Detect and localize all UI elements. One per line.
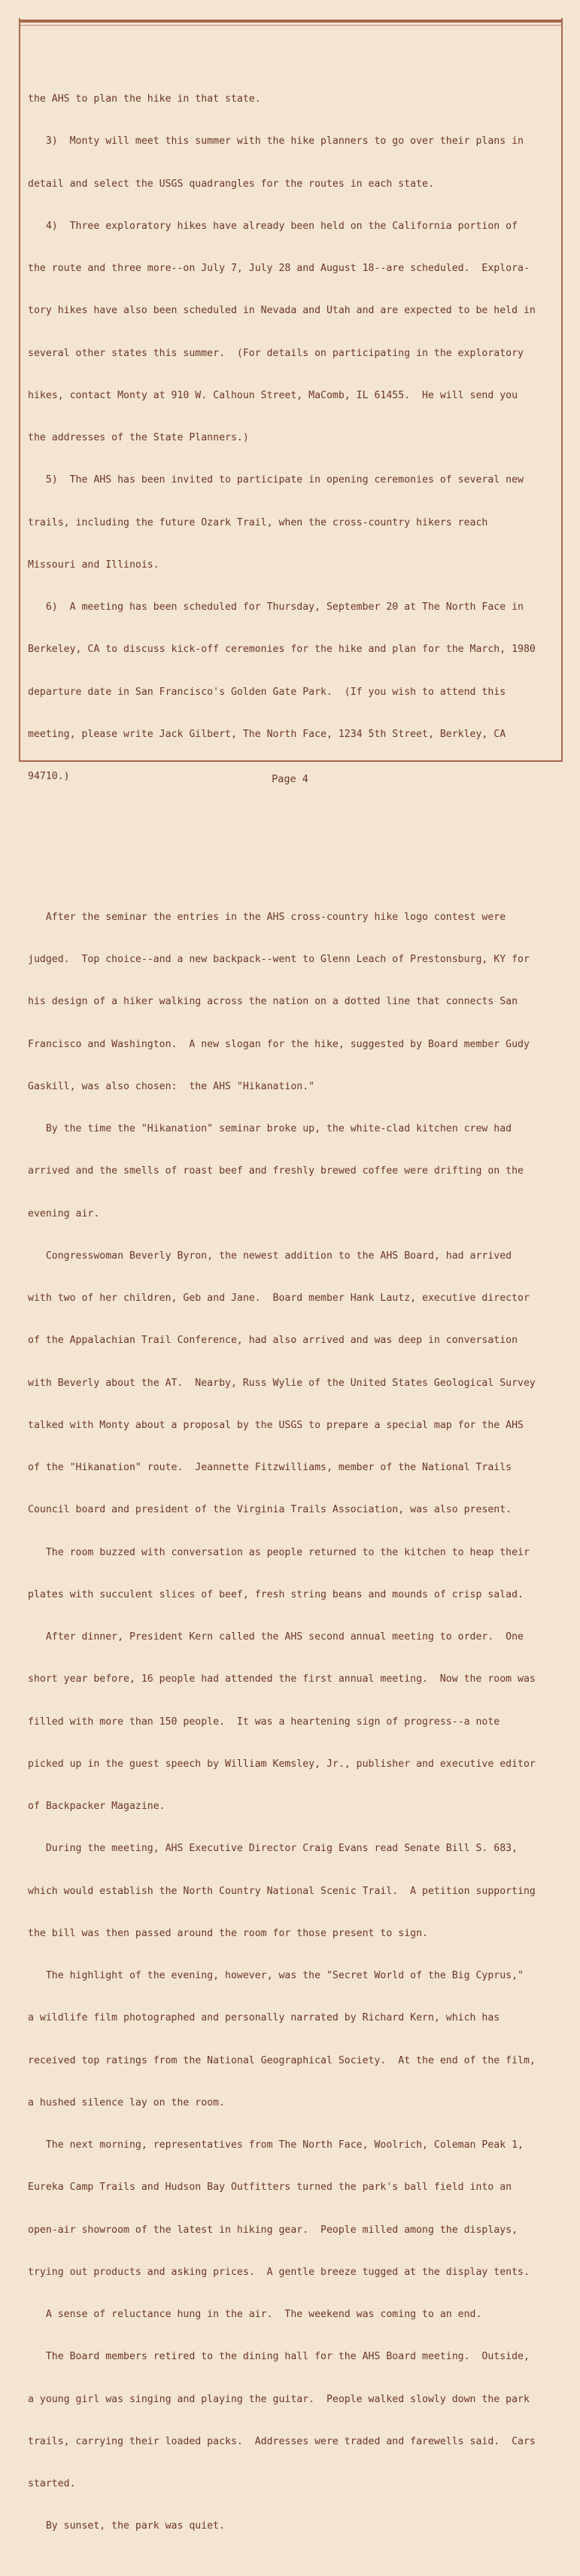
text-line: 5) The AHS has been invited to participate in opening ceremonies of several new — [28, 474, 524, 486]
text-line: By the time the "Hikanation" seminar broke up, the white-clad kitchen crew had — [28, 1123, 512, 1134]
text-line: The highlight of the evening, however, was the "Secret World of the Big Cyprus," — [28, 1970, 524, 1981]
text-line: tory hikes have also been scheduled in Nevada and Utah and are expected to be held in — [28, 305, 536, 317]
text-line: The room buzzed with conversation as people returned to the kitchen to heap their — [28, 1546, 530, 1558]
text-line: Berkeley, CA to discuss kick-off ceremonies for the hike and plan for the March, 1980 — [28, 644, 536, 656]
page-number: Page 4 — [272, 773, 308, 785]
text-line: By sunset, the park was quiet. — [28, 2520, 226, 2532]
text-line: After the seminar the entries in the AHS cross-country hike logo contest were — [28, 911, 506, 923]
text-line: 4) Three exploratory hikes have already been held on the California portion of — [28, 220, 518, 232]
text-line: detail and select the USGS quadrangles for the routes in each state. — [28, 178, 434, 190]
article-body — [28, 36, 559, 2576]
text-line: Gaskill, was also chosen: the AHS "Hikanation." — [28, 1080, 315, 1092]
article-block-1 — [28, 65, 559, 813]
text-line: received top ratings from the National Geographical Society. At the end of the film, — [28, 2054, 536, 2066]
text-line: the AHS to plan the hike in that state. — [28, 93, 261, 105]
text-line: the route and three more--on July 7, July 28 and August 18--are scheduled. Explora- — [28, 263, 530, 274]
text-line: picked up in the guest speech by William Kemsley, Jr., publisher and executive editor — [28, 1758, 536, 1770]
text-line: evening air. — [28, 1207, 100, 1219]
text-line: During the meeting, AHS Executive Director Craig Evans read Senate Bill S. 683, — [28, 1843, 518, 1855]
text-line: The next morning, representatives from The North Face, Woolrich, Coleman Peak 1, — [28, 2139, 524, 2151]
text-line: Eureka Camp Trails and Hudson Bay Outfitters turned the park's ball field into an — [28, 2182, 512, 2194]
text-line: judged. Top choice--and a new backpack--went to Glenn Leach of Prestonsburg, KY for — [28, 954, 530, 965]
text-line: open-air showroom of the latest in hiking gear. People milled among the displays, — [28, 2224, 518, 2236]
text-line: After dinner, President Kern called the AHS second annual meeting to order. One — [28, 1631, 524, 1643]
paragraph-gap — [28, 841, 559, 854]
text-line: the bill was then passed around the room for those present to sign. — [28, 1927, 428, 1939]
text-line: a wildlife film photographed and personally narrated by Richard Kern, which has — [28, 2012, 500, 2024]
text-line: his design of a hiker walking across the nation on a dotted line that connects San — [28, 996, 518, 1008]
text-line: Francisco and Washington. A new slogan for the hike, suggested by Board member Gudy — [28, 1038, 530, 1050]
text-line: The Board members retired to the dining hall for the AHS Board meeting. Outside, — [28, 2351, 530, 2363]
text-line: Council board and president of the Virginia Trails Association, was also present. — [28, 1504, 512, 1516]
text-line: A sense of reluctance hung in the air. The weekend was coming to an end. — [28, 2309, 482, 2320]
text-line: arrived and the smells of roast beef and freshly brewed coffee were drifting on the — [28, 1165, 524, 1177]
text-line: 94710.) — [28, 771, 70, 782]
text-line: talked with Monty about a proposal by the USGS to prepare a special map for the AHS — [28, 1419, 524, 1431]
article-block-2 — [28, 882, 559, 2562]
text-line: meeting, please write Jack Gilbert, The North Face, 1234 5th Street, Berkley, CA — [28, 728, 506, 740]
text-line: trying out products and asking prices. A gentle breeze tugged at the display tents. — [28, 2266, 530, 2278]
text-line: started. — [28, 2478, 76, 2489]
text-line: Missouri and Illinois. — [28, 559, 159, 571]
text-line: filled with more than 150 people. It was a heartening sign of progress--a note — [28, 1716, 500, 1728]
text-line: 3) Monty will meet this summer with the hike planners to go over their plans in — [28, 135, 524, 148]
text-line: of Backpacker Magazine. — [28, 1801, 165, 1812]
text-line: plates with succulent slices of beef, fresh string beans and mounds of crisp salad. — [28, 1588, 524, 1600]
text-line: trails, carrying their loaded packs. Addresses were traded and farewells said. Cars — [28, 2435, 536, 2447]
text-line: several other states this summer. (For details on participating in the exploratory — [28, 347, 524, 359]
text-line: short year before, 16 people had attended the first annual meeting. Now the room was — [28, 1673, 536, 1685]
text-line: 6) A meeting has been scheduled for Thursday, September 20 at The North Face in — [28, 601, 524, 613]
text-line: which would establish the North Country National Scenic Trail. A petition supporting — [28, 1885, 536, 1897]
text-line: of the "Hikanation" route. Jeannette Fitzwilliams, member of the National Trails — [28, 1462, 512, 1473]
text-line: departure date in San Francisco's Golden Gate Park. (If you wish to attend this — [28, 686, 506, 698]
text-line: with two of her children, Geb and Jane. Board member Hank Lautz, executive director — [28, 1293, 530, 1304]
text-line: a hushed silence lay on the room. — [28, 2096, 226, 2109]
text-line: of the Appalachian Trail Conference, had also arrived and was deep in conversation — [28, 1335, 518, 1347]
text-line: a young girl was singing and playing the guitar. People walked slowly down the park — [28, 2393, 530, 2405]
text-line: with Beverly about the AT. Nearby, Russ Wylie of the United States Geological Survey — [28, 1377, 536, 1389]
text-line: the addresses of the State Planners.) — [28, 432, 249, 443]
text-line: trails, including the future Ozark Trail, when the cross-country hikers reach — [28, 516, 488, 528]
text-line: Congresswoman Beverly Byron, the newest addition to the AHS Board, had arrived — [28, 1250, 512, 1262]
text-line: hikes, contact Monty at 910 W. Calhoun Street, MaComb, IL 61455. He will send you — [28, 389, 518, 401]
